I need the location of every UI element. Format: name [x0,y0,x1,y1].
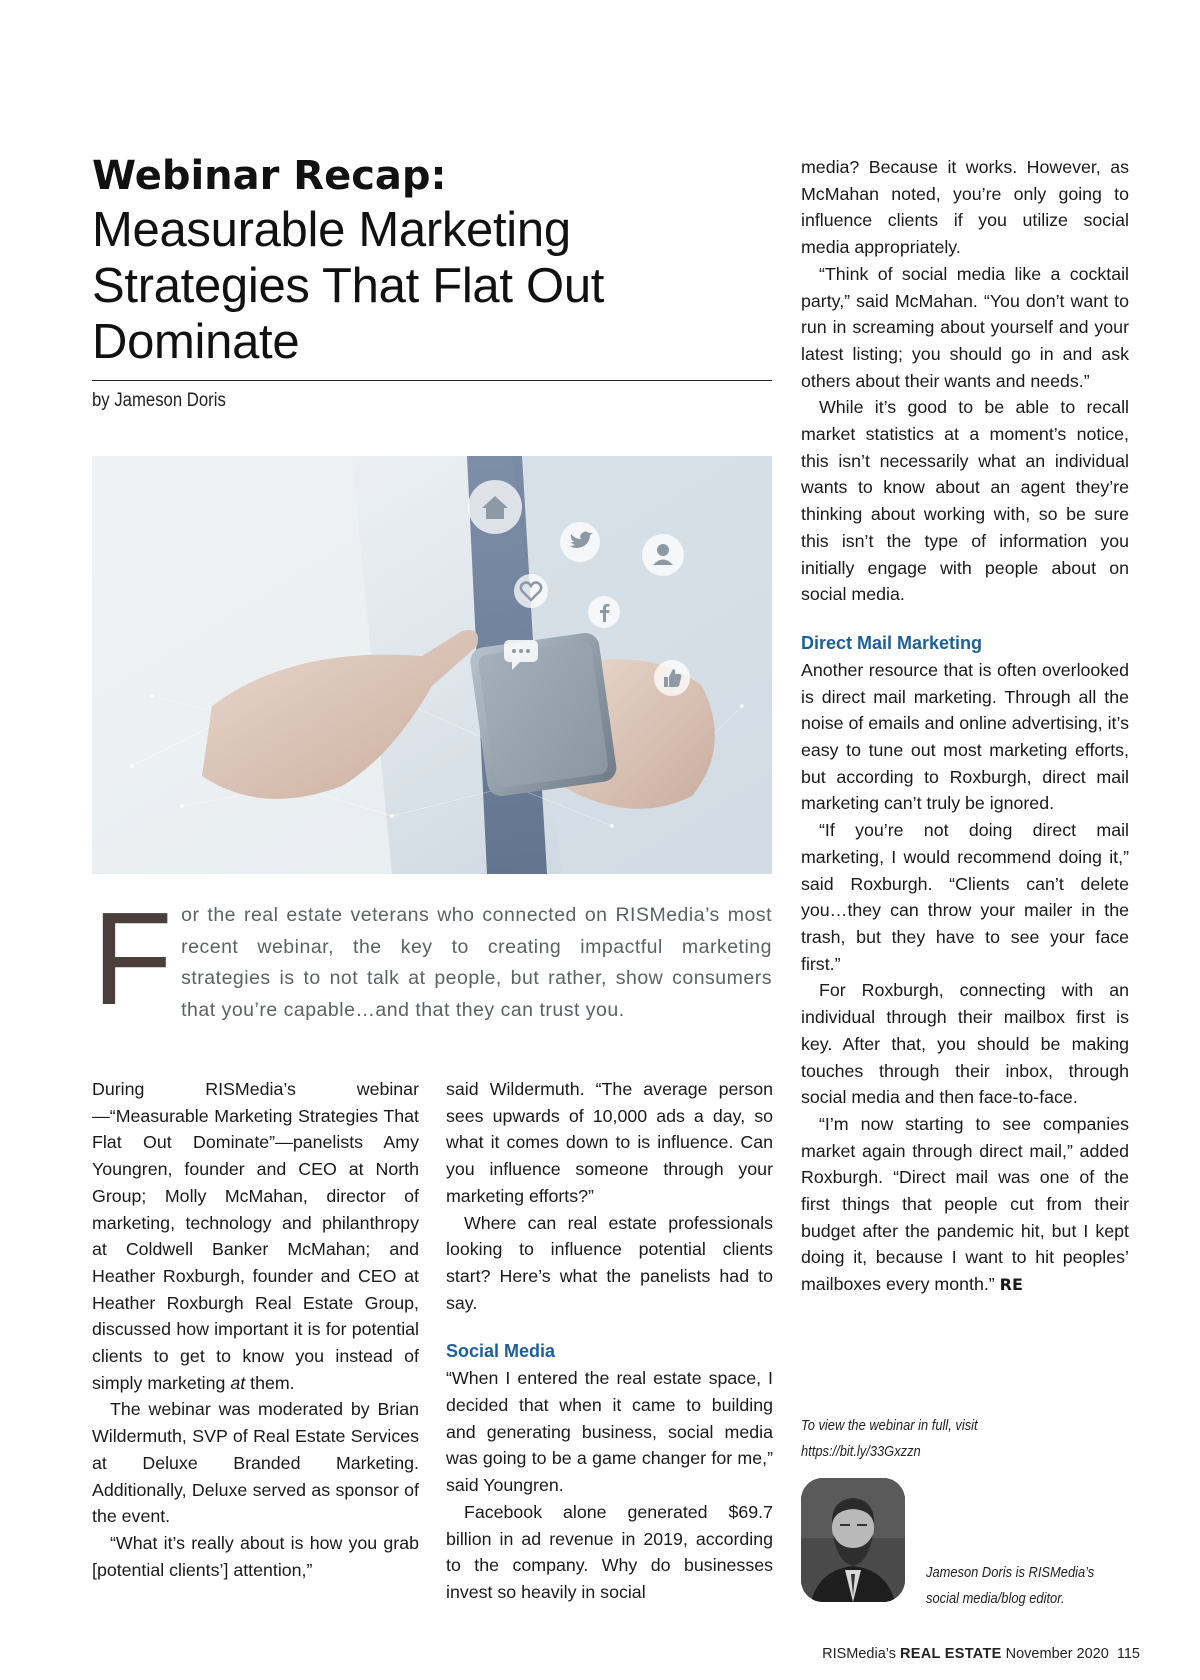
publication-name: REAL ESTATE [900,1646,1002,1662]
end-mark: RE [999,1275,1023,1295]
author-caption-line: social media/blog editor. [926,1590,1065,1607]
paragraph-text: During RISMedia’s webinar—“Measurable Marketing Strategies That Flat Out Dominate”—panelists Amy Youngren, founder and CEO at North Group; Molly McMahan, director of marketing, technology and philanthropy at Coldwell Banker McMahan; and Heather Roxburgh, founder and CEO at Heather Roxburgh Real Estate Group, discussed how important it is for potential clients to get to know you instead of simply marketing [92,1079,419,1393]
paragraph: media? Because it works. However, as McMahan noted, you’re only going to influence clients if you utilize social media appropriately. [801,157,1129,258]
body-column-3 [801,154,1129,1299]
thumbs-up-icon [652,658,692,698]
title-line-2: Strategies That Flat Out [92,259,605,313]
subhead-direct-mail: Direct Mail Marketing [801,632,983,653]
paragraph: “What it’s really about is how you grab [potential clients’] attention,” [92,1532,419,1580]
paragraph [92,1076,419,1396]
footer-prefix: RISMedia’s [822,1646,896,1662]
body-column-2 [446,1076,773,1606]
webinar-link[interactable]: https://bit.ly/33Gxzzn [801,1443,921,1460]
paragraph: “If you’re not doing direct mail marketing, I would recommend doing it,” said Roxburgh. “Clients can’t delete you…they can throw your mailer in the trash, but they have to see your face first.” [801,820,1129,974]
title-line-3: Dominate [92,315,300,369]
lede-paragraph [92,885,772,1032]
article-title [92,150,772,370]
body-column-1 [92,1076,419,1583]
byline: by Jameson Doris [92,390,226,411]
heart-icon [512,572,550,610]
title-line-1: Measurable Marketing [92,203,571,257]
author-photo [801,1478,905,1602]
paragraph-text: them. [245,1372,295,1393]
paragraph: said Wildermuth. “The average person sees upwards of 10,000 ads a day, so what it comes down to is influence. Can you influence someone through your marketing efforts?” [446,1079,773,1206]
subhead-social-media: Social Media [446,1341,556,1362]
paragraph: Facebook alone generated $69.7 billion in ad revenue in 2019, according to the company. Why do businesses invest so heavily in social [446,1501,773,1602]
paragraph-text: “I’m now starting to see companies market again through direct mail,” added Roxburgh. “Direct mail was one of the first things that people cut from their budget after the pandemic hit, but I kept doing it, because I want to hit peoples’ mailboxes every month.” [801,1113,1129,1295]
twitter-icon [558,520,602,564]
title-lead: Webinar Recap: [92,153,447,199]
paragraph: While it’s good to be able to recall market statistics at a moment’s notice, this isn’t necessarily what an individual wants to know about an agent they’re thinking about working with, so be sure this isn’t the type of information you initially engage with people about on social media. [801,397,1129,605]
paragraph: “Think of social media like a cocktail party,” said McMahan. “You don’t want to run in screaming about yourself and your latest listing; you should go in and ask others about their wants and needs.” [801,263,1129,391]
paragraph: Another resource that is often overlooked is direct mail marketing. Through all the noise of emails and online advertising, it’s easy to tune out most marketing efforts, but according to Roxburgh, direct mail marketing can’t truly be ignored. [801,659,1129,814]
webinar-note [801,1413,1059,1465]
home-icon [466,478,524,536]
author-caption-line: Jameson Doris is RISMedia’s [926,1564,1095,1581]
author-caption [926,1560,1115,1612]
user-icon [640,532,686,578]
webinar-note-text: To view the webinar in full, visit [801,1417,978,1434]
chat-bubble-icon [502,638,540,672]
page-footer [0,1646,1140,1662]
drop-cap: F [92,885,174,1032]
paragraph [801,1111,1129,1299]
emphasis: at [230,1372,246,1393]
facebook-icon [586,594,622,630]
issue-date: November 2020 [1005,1646,1109,1662]
paragraph: “When I entered the real estate space, I decided that when it came to building and generating business, social media was going to be a game changer for me,” said Youngren. [446,1368,773,1496]
hero-image [92,456,772,874]
lede-text: or the real estate veterans who connected on RISMedia’s most recent webinar, the key to creating impactful marketing strategies is to not talk at people, but rather, show consumers that you’re capable…and that they can trust you. [181,904,772,1021]
title-divider [92,380,772,381]
paragraph: Where can real estate professionals looking to influence potential clients start? Here’s what the panelists had to say. [446,1212,773,1313]
paragraph: For Roxburgh, connecting with an individual through their mailbox first is key. After that, you should be making touches through their inbox, through social media and then face-to-face. [801,980,1129,1108]
paragraph: The webinar was moderated by Brian Wildermuth, SVP of Real Estate Services at Deluxe Branded Marketing. Additionally, Deluxe served as sponsor of the event. [92,1399,419,1527]
page-number: 115 [1116,1646,1140,1662]
